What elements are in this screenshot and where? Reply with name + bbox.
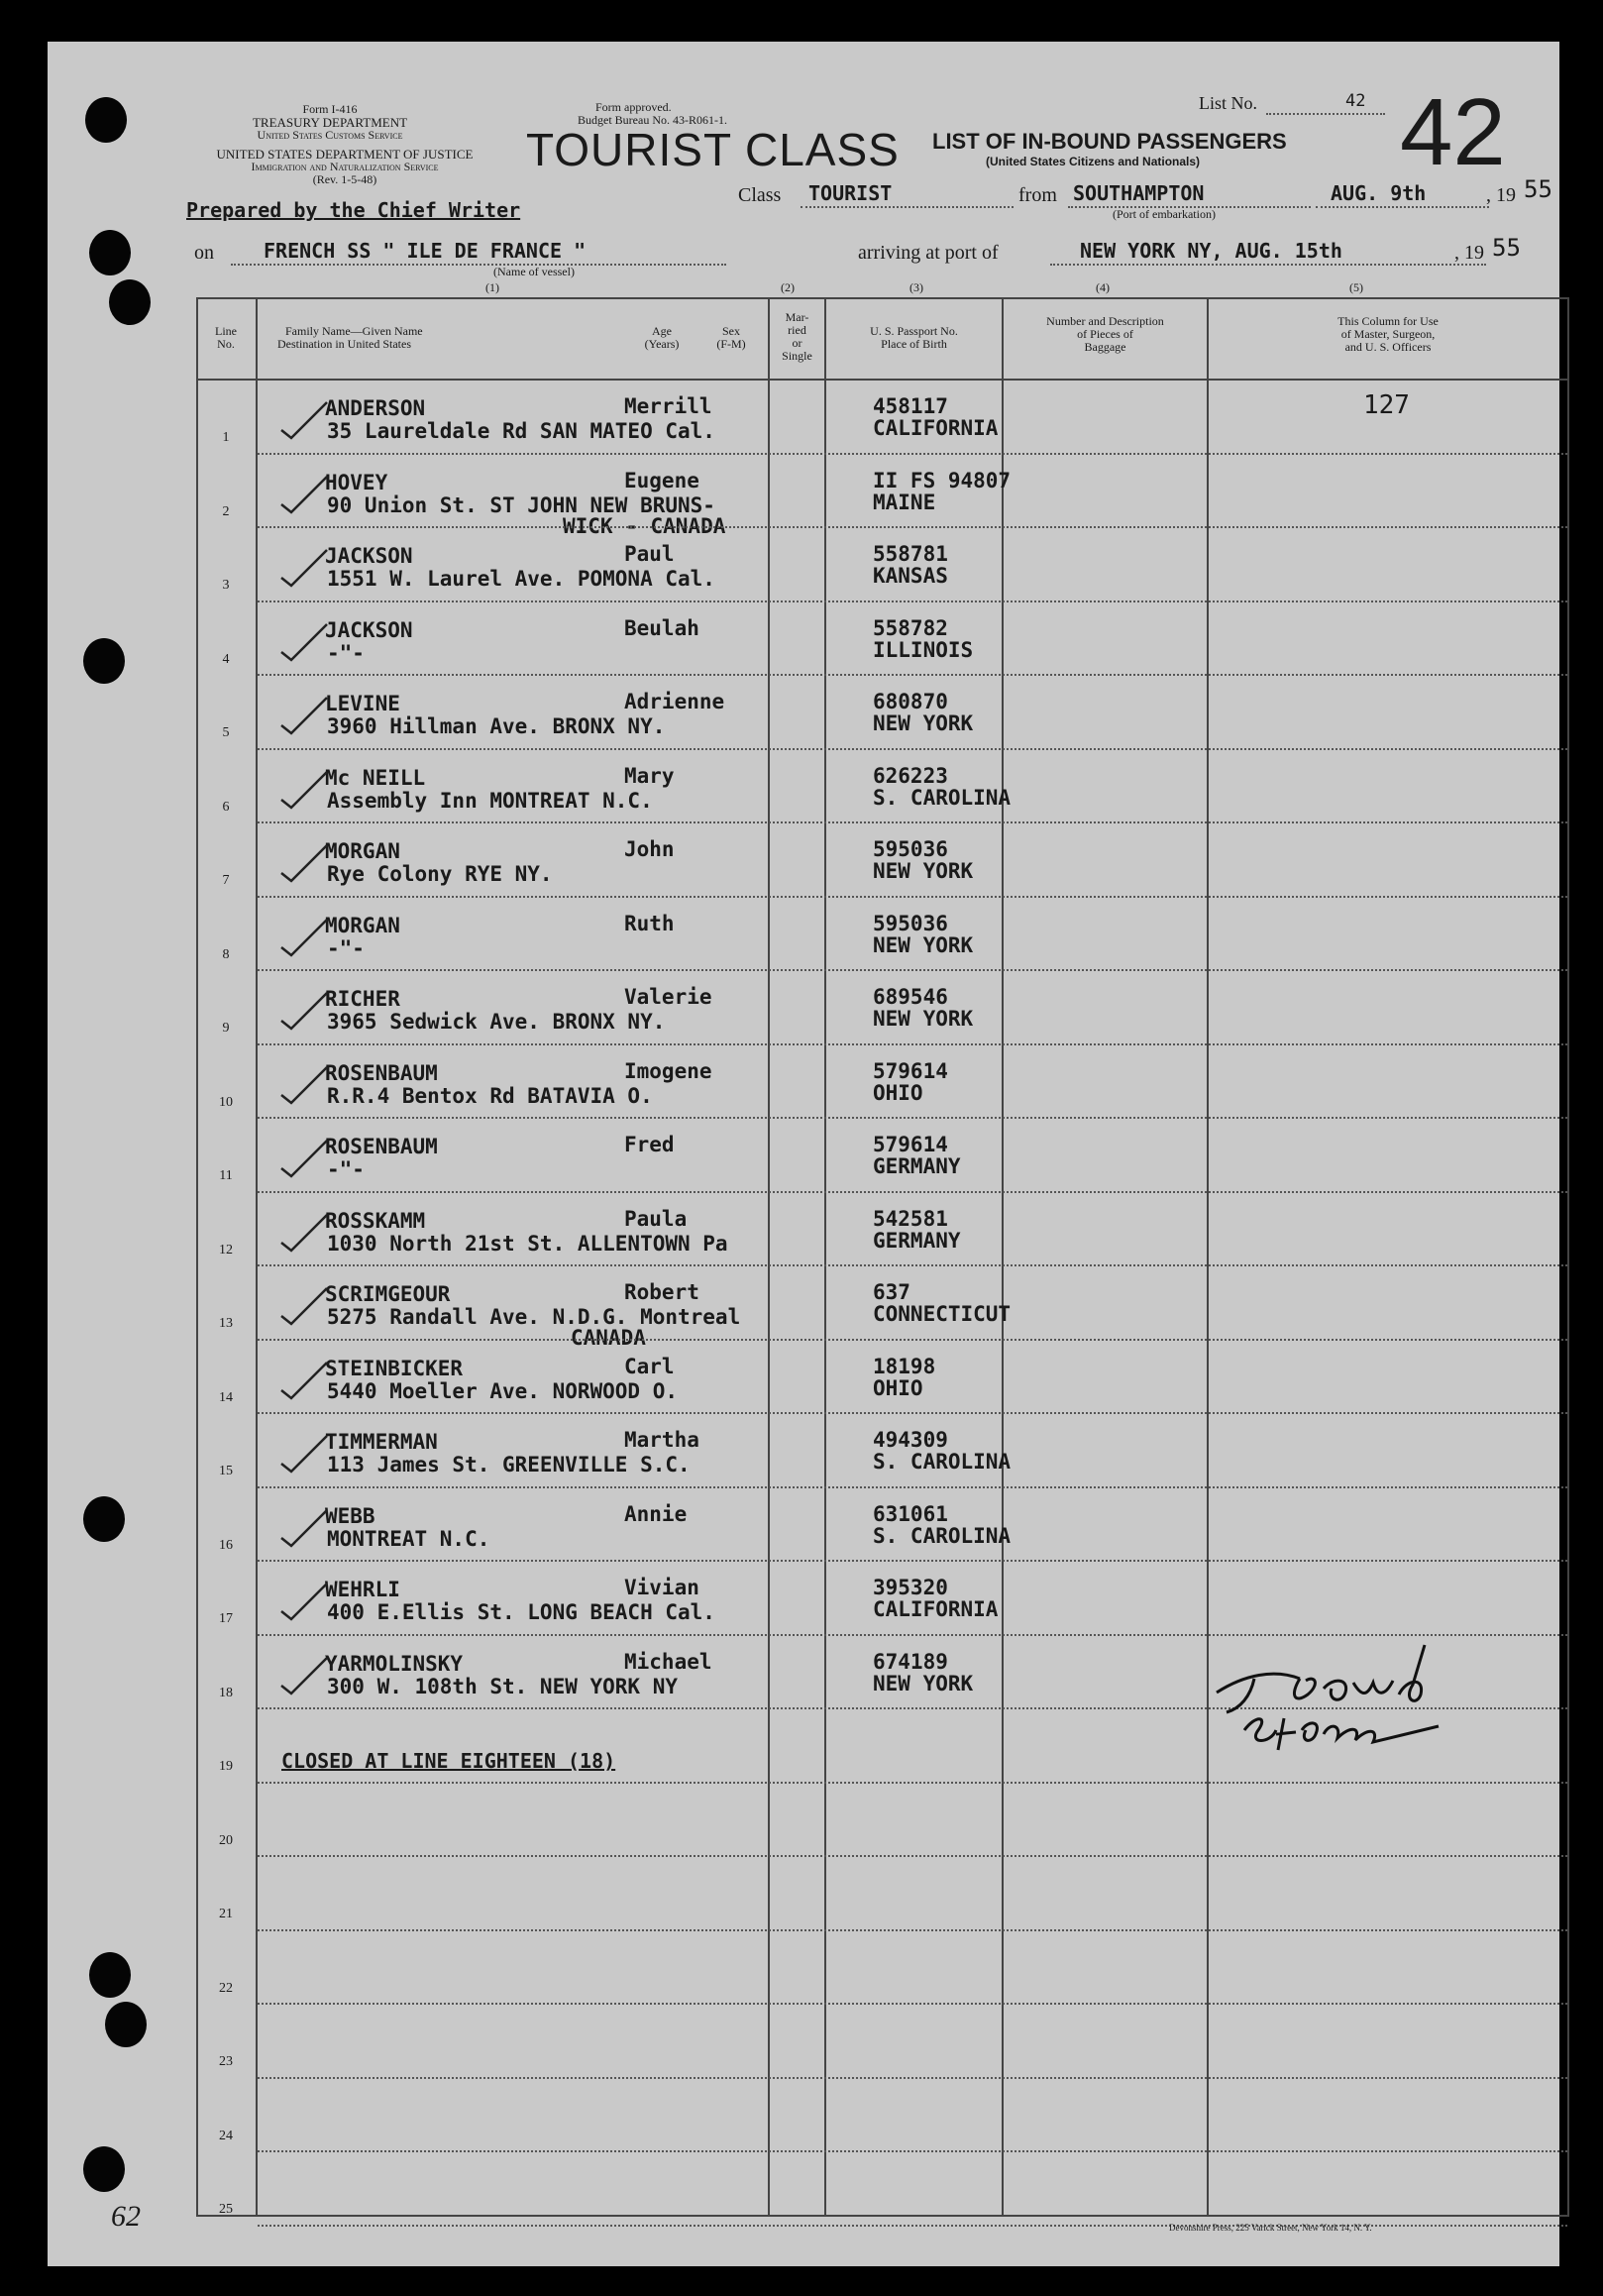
passenger-destination: 400 E.Ellis St. LONG BEACH Cal. [327, 1600, 715, 1624]
passenger-destination: 5440 Moeller Ave. NORWOOD O. [327, 1378, 679, 1403]
header-sex [701, 325, 761, 351]
passenger-family-name: WEBB [325, 1503, 375, 1528]
passenger-given-name: John [624, 837, 675, 861]
row-number: 18 [219, 1685, 233, 1700]
header-passport [826, 325, 1002, 351]
passenger-given-name: Paul [624, 542, 675, 566]
check-mark-icon [277, 400, 347, 440]
ins-service: Immigration and Naturalization Service [251, 160, 439, 173]
tourist-class-title: TOURIST CLASS [526, 124, 900, 175]
class-value: TOURIST [808, 181, 893, 205]
vessel-note: (Name of vessel) [493, 265, 575, 278]
row-number: 22 [219, 1980, 233, 1996]
passenger-given-name: Michael [624, 1649, 712, 1674]
check-mark-icon [277, 1065, 347, 1105]
passport-number: 542581 [873, 1206, 948, 1231]
form-number: Form I-416 [302, 102, 358, 116]
passenger-destination: 300 W. 108th St. NEW YORK NY [327, 1674, 679, 1698]
manifest-sheet [48, 42, 1559, 2266]
passport-number: 579614 [873, 1133, 948, 1156]
row-number: 20 [219, 1832, 233, 1848]
row-rule [258, 1191, 1567, 1193]
passenger-destination: 1551 W. Laurel Ave. POMONA Cal. [327, 567, 715, 591]
check-mark-icon [277, 991, 347, 1031]
passenger-destination: R.R.4 Bentox Rd BATAVIA O. [327, 1083, 653, 1108]
passport-number: 595036 [873, 911, 948, 935]
row-number: 16 [219, 1537, 233, 1553]
passport-number: 595036 [873, 837, 948, 861]
place-of-birth: ILLINOIS [873, 637, 974, 662]
check-mark-icon [277, 1139, 347, 1178]
passenger-family-name: ROSSKAMM [325, 1208, 426, 1233]
passenger-destination: 1030 North 21st St. ALLENTOWN Pa [327, 1231, 728, 1256]
row-rule [258, 1929, 1567, 1931]
vessel-rule [231, 264, 726, 266]
list-subtitle: (United States Citizens and Nationals) [986, 155, 1201, 168]
passport-number: 458117 [873, 394, 948, 418]
header-officers-3: and U. S. Officers [1344, 340, 1432, 354]
vessel-name: FRENCH SS " ILE DE FRANCE " [264, 239, 587, 263]
check-mark-icon [277, 475, 347, 514]
margin-mark: 62 [111, 2200, 141, 2233]
passenger-destination-cont: WICK - CANADA [563, 513, 726, 538]
col-num-3: (3) [909, 280, 923, 294]
passenger-family-name: JACKSON [325, 544, 413, 568]
header-officers [1209, 315, 1567, 354]
passenger-given-name: Merrill [624, 394, 712, 418]
row-rule [258, 2077, 1567, 2079]
row-number: 7 [222, 873, 230, 888]
header-baggage-1: Number and Description [1046, 314, 1164, 328]
passenger-given-name: Fred [624, 1133, 675, 1156]
row-rule [258, 1855, 1567, 1857]
passenger-destination: MONTREAT N.C. [327, 1526, 490, 1551]
header-married-4: Single [782, 349, 812, 363]
passport-number: 680870 [873, 690, 948, 713]
passenger-destination: 3965 Sedwick Ave. BRONX NY. [327, 1010, 666, 1034]
punch-hole [83, 638, 125, 684]
row-number: 19 [219, 1759, 233, 1774]
place-of-birth: S. CAROLINA [873, 1450, 1012, 1474]
closed-line: CLOSED AT LINE EIGHTEEN (18) [281, 1749, 616, 1773]
place-of-birth: GERMANY [873, 1228, 961, 1253]
row-number: 5 [222, 725, 230, 740]
row-rule [258, 2150, 1567, 2152]
row-number: 1 [222, 430, 230, 445]
header-married-1: Mar- [785, 310, 809, 324]
passenger-family-name: ROSENBAUM [325, 1060, 438, 1085]
header-sex-2: (F-M) [716, 337, 746, 351]
header-name-1: Family Name—Given Name [285, 324, 423, 338]
row-number: 24 [219, 2128, 233, 2143]
row-number: 3 [222, 578, 230, 593]
col-num-5: (5) [1349, 280, 1363, 294]
passenger-destination: -"- [327, 935, 365, 960]
header-age-2: (Years) [644, 337, 680, 351]
place-of-birth: CONNECTICUT [873, 1302, 1012, 1326]
passenger-given-name: Imogene [624, 1058, 712, 1083]
row-rule [258, 1560, 1567, 1562]
header-line-no-2: No. [217, 337, 235, 351]
check-mark-icon [277, 918, 347, 957]
passenger-given-name: Ruth [624, 911, 675, 935]
passenger-given-name: Eugene [624, 468, 699, 492]
header-name-2: Destination in United States [277, 337, 411, 351]
header-officers-1: This Column for Use [1337, 314, 1439, 328]
place-of-birth: NEW YORK [873, 711, 974, 735]
place-of-birth: S. CAROLINA [873, 1523, 1012, 1548]
header-married-3: or [792, 336, 802, 350]
justice-dept: UNITED STATES DEPARTMENT OF JUSTICE [216, 147, 474, 162]
place-of-birth: OHIO [873, 1080, 923, 1105]
passenger-destination: 35 Laureldale Rd SAN MATEO Cal. [327, 419, 715, 443]
big-list-number: 42 [1400, 79, 1506, 185]
place-of-birth: CALIFORNIA [873, 1597, 999, 1621]
header-officers-2: of Master, Surgeon, [1340, 327, 1436, 341]
passenger-destination: -"- [327, 640, 365, 665]
passenger-family-name: Mc NEILL [325, 765, 426, 790]
form-approved: Form approved. [595, 100, 672, 114]
embark-note: (Port of embarkation) [1113, 207, 1216, 221]
row-rule [258, 1339, 1567, 1341]
passenger-given-name: Vivian [624, 1576, 699, 1599]
passenger-destination: 5275 Randall Ave. N.D.G. Montreal [327, 1305, 741, 1329]
on-label: on [194, 242, 214, 264]
punch-hole [83, 1496, 125, 1542]
place-of-birth: KANSAS [873, 564, 948, 588]
passport-number: 631061 [873, 1501, 948, 1526]
from-label: from [1018, 184, 1057, 206]
list-title: LIST OF IN-BOUND PASSENGERS [932, 129, 1287, 154]
date-rule [1316, 206, 1489, 208]
check-mark-icon [277, 843, 347, 883]
passenger-family-name: SCRIMGEOUR [325, 1282, 451, 1306]
row-rule [258, 1117, 1567, 1119]
officer-signature [1205, 1635, 1462, 1764]
from-value: SOUTHAMPTON [1073, 181, 1205, 205]
row-rule [258, 1264, 1567, 1266]
revision: (Rev. 1-5-48) [312, 172, 377, 186]
passport-number: II FS 94807 [873, 468, 1012, 492]
depart-date: AUG. 9th [1331, 181, 1427, 205]
row-number: 21 [219, 1907, 233, 1921]
header-married [770, 311, 824, 363]
passport-number: 689546 [873, 985, 948, 1009]
row-rule [258, 1782, 1567, 1784]
header-sex-1: Sex [722, 324, 740, 338]
passenger-family-name: LEVINE [325, 692, 400, 715]
check-mark-icon [277, 1508, 347, 1548]
row-rule [258, 821, 1567, 823]
passenger-given-name: Carl [624, 1354, 675, 1378]
passport-number: 18198 [873, 1354, 936, 1378]
passenger-given-name: Martha [624, 1428, 699, 1452]
check-mark-icon [277, 1213, 347, 1253]
passenger-given-name: Paula [624, 1206, 688, 1231]
punch-hole [85, 97, 127, 143]
row-rule [258, 969, 1567, 971]
row-rule [258, 748, 1567, 750]
passenger-family-name: ANDERSON [325, 396, 426, 420]
header-bottom-border [196, 379, 1569, 381]
passport-number: 637 [873, 1280, 910, 1304]
table-top-border [196, 297, 1569, 299]
row-number: 23 [219, 2054, 233, 2069]
passenger-destination: 3960 Hillman Ave. BRONX NY. [327, 714, 666, 738]
budget-bureau: Budget Bureau No. 43-R061-1. [578, 113, 727, 127]
table-right-border [1567, 297, 1569, 2217]
class-label: Class [738, 184, 782, 206]
row-number: 4 [222, 651, 230, 667]
col-num-1: (1) [485, 280, 499, 294]
punch-hole [89, 230, 131, 275]
check-mark-icon [277, 696, 347, 735]
passenger-given-name: Robert [624, 1280, 699, 1304]
row-number: 6 [222, 799, 230, 815]
passenger-destination: -"- [327, 1157, 365, 1181]
punch-hole [83, 2146, 125, 2192]
check-mark-icon [277, 770, 347, 810]
place-of-birth: NEW YORK [873, 1671, 974, 1695]
col-num-2: (2) [781, 280, 795, 294]
customs-service: United States Customs Service [257, 128, 403, 142]
header-age [627, 325, 696, 351]
place-of-birth: NEW YORK [873, 1007, 974, 1031]
depart-year-prefix: , 19 [1486, 184, 1516, 206]
passenger-family-name: STEINBICKER [325, 1356, 464, 1380]
row-number: 17 [219, 1611, 233, 1626]
header-age-1: Age [652, 324, 672, 338]
passport-number: 494309 [873, 1428, 948, 1452]
printer-imprint: Devonshire Press, 225 Varick Street, New York 14, N. Y. [1169, 2223, 1372, 2233]
passenger-destination-cont: CANADA [571, 1326, 646, 1350]
arrival-rule [1050, 264, 1486, 266]
arrival-year-suffix: 55 [1492, 234, 1521, 262]
depart-year-suffix: 55 [1524, 175, 1552, 203]
row-number: 11 [219, 1168, 233, 1183]
row-rule [258, 601, 1567, 602]
place-of-birth: S. CAROLINA [873, 785, 1012, 810]
officer-note: 127 [1363, 390, 1410, 420]
passenger-given-name: Mary [624, 763, 675, 788]
col-num-4: (4) [1096, 280, 1110, 294]
row-rule [258, 1043, 1567, 1045]
treasury-dept: TREASURY DEPARTMENT [252, 115, 408, 130]
passenger-family-name: TIMMERMAN [325, 1430, 438, 1454]
row-number: 10 [219, 1094, 233, 1110]
passport-number: 395320 [873, 1576, 948, 1599]
row-rule [258, 1412, 1567, 1414]
passport-number: 626223 [873, 763, 948, 788]
passport-number: 558781 [873, 542, 948, 566]
passenger-destination: 90 Union St. ST JOHN NEW BRUNS- [327, 492, 715, 517]
row-number: 25 [219, 2202, 233, 2217]
header-baggage [1004, 315, 1207, 354]
header-line-no [196, 325, 256, 351]
row-number: 14 [219, 1389, 233, 1405]
header-passport-1: U. S. Passport No. [870, 324, 958, 338]
row-rule [258, 453, 1567, 455]
row-number: 12 [219, 1242, 233, 1257]
passenger-destination: 113 James St. GREENVILLE S.C. [327, 1453, 691, 1476]
form-id-block [196, 103, 464, 142]
check-mark-icon [277, 1286, 347, 1326]
passenger-family-name: HOVEY [325, 470, 388, 494]
passenger-destination: Rye Colony RYE NY. [327, 862, 553, 886]
passport-number: 558782 [873, 615, 948, 640]
passport-number: 674189 [873, 1649, 948, 1674]
punch-hole [89, 1952, 131, 1998]
place-of-birth: NEW YORK [873, 932, 974, 957]
place-of-birth: CALIFORNIA [873, 416, 999, 440]
list-no-rule [1266, 113, 1385, 115]
check-mark-icon [277, 1434, 347, 1474]
row-number: 8 [222, 946, 230, 962]
passenger-family-name: ROSENBAUM [325, 1135, 438, 1158]
check-mark-icon [277, 1361, 347, 1400]
passenger-family-name: JACKSON [325, 617, 413, 642]
passenger-family-name: RICHER [325, 987, 400, 1011]
row-rule [258, 1486, 1567, 1488]
passenger-family-name: YARMOLINSKY [325, 1651, 464, 1676]
header-baggage-2: of Pieces of [1077, 327, 1133, 341]
justice-block [196, 148, 493, 186]
list-no-value: 42 [1345, 91, 1366, 111]
header-line-no-1: Line [215, 324, 237, 338]
header-baggage-3: Baggage [1084, 340, 1126, 354]
row-rule [258, 674, 1567, 676]
header-married-2: ried [788, 323, 806, 337]
arriving-label: arriving at port of [858, 242, 999, 264]
check-mark-icon [277, 622, 347, 662]
class-rule [801, 206, 1014, 208]
row-number: 15 [219, 1464, 233, 1478]
passenger-family-name: MORGAN [325, 839, 400, 863]
table-bottom-border [196, 2215, 1569, 2217]
passenger-given-name: Annie [624, 1501, 688, 1526]
place-of-birth: NEW YORK [873, 859, 974, 883]
arrival-port: NEW YORK NY, AUG. 15th [1080, 239, 1342, 263]
row-number: 13 [219, 1316, 233, 1331]
check-mark-icon [277, 548, 347, 588]
prepared-by: Prepared by the Chief Writer [186, 198, 521, 222]
passport-number: 579614 [873, 1058, 948, 1083]
row-number: 9 [222, 1021, 230, 1036]
passenger-given-name: Valerie [624, 985, 712, 1009]
punch-hole [105, 2002, 147, 2047]
arrival-year-prefix: , 19 [1454, 242, 1484, 264]
list-no-label: List No. [1199, 93, 1258, 113]
place-of-birth: OHIO [873, 1375, 923, 1400]
header-name [277, 325, 423, 351]
header-passport-2: Place of Birth [881, 337, 947, 351]
row-rule [258, 896, 1567, 898]
row-rule [258, 2003, 1567, 2005]
row-number: 2 [222, 503, 230, 519]
place-of-birth: GERMANY [873, 1154, 961, 1178]
check-mark-icon [277, 1656, 347, 1695]
check-mark-icon [277, 1582, 347, 1621]
passenger-given-name: Adrienne [624, 690, 725, 713]
passenger-destination: Assembly Inn MONTREAT N.C. [327, 788, 653, 813]
passenger-given-name: Beulah [624, 615, 699, 640]
passenger-family-name: WEHRLI [325, 1578, 400, 1601]
punch-hole [109, 279, 151, 325]
passenger-family-name: MORGAN [325, 913, 400, 937]
row-rule [258, 526, 1567, 528]
place-of-birth: MAINE [873, 490, 936, 514]
